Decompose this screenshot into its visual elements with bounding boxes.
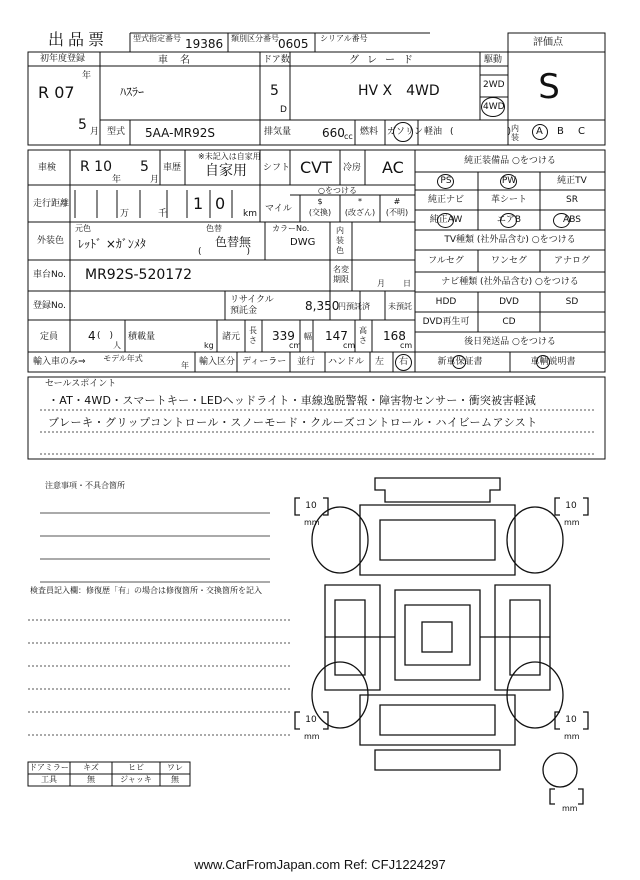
tire-fr: 10 <box>565 501 577 511</box>
car-name-label: 車名 <box>158 55 202 66</box>
len-unit: cm <box>289 341 302 350</box>
month-unit: 月 <box>90 127 100 137</box>
fuel-diesel: 軽油 <box>424 127 443 137</box>
fuel-paren: ( ) <box>450 127 512 137</box>
legend-h-3: ヒビ <box>128 763 144 772</box>
type-cert-no: 19386 <box>185 37 224 51</box>
legend-h-4: ワレ <box>167 763 183 772</box>
disp-value: 660 <box>322 126 345 140</box>
legend-v-3: ジャッキ <box>120 775 152 784</box>
sheet-title: 出品票 <box>48 30 109 49</box>
first-reg-label: 初年度登録 <box>40 54 86 64</box>
height-value: 168 <box>383 329 406 343</box>
shaken-year: R 10 <box>80 159 112 175</box>
type-cert-label: 型式指定番号 <box>133 34 181 43</box>
legend-v-1: 工具 <box>41 775 57 784</box>
interior-a: A <box>536 126 543 137</box>
first-reg-year: R 07 <box>38 83 75 102</box>
capacity-label: 定員 <box>40 332 59 342</box>
doors-value: 5 <box>270 83 279 99</box>
tire-rr: 10 <box>565 715 577 725</box>
recycle-unit: 円預託済 <box>338 302 370 311</box>
shaken-month-unit: 月 <box>150 175 160 185</box>
handle-label: ハンドル <box>328 357 365 367</box>
color-change: 色替無 <box>215 235 252 249</box>
car-name: ﾊｽﾗｰ <box>120 85 145 99</box>
tv-full: フルセグ <box>428 256 464 266</box>
height-unit: cm <box>400 341 413 350</box>
color-change-label: 色替 <box>206 224 222 233</box>
shaken-year-unit: 年 <box>112 175 122 185</box>
meter-star: * <box>358 197 362 206</box>
grade-value: HV X 4WD <box>358 83 440 99</box>
meter-note: ○をつける <box>318 186 357 195</box>
mileage-sen: 千 <box>158 209 168 219</box>
later-warranty: 新車保証書 <box>437 357 483 367</box>
history-note: ※未記入は自家用 <box>198 152 261 161</box>
chassis-value: MR92S-520172 <box>85 267 193 283</box>
tire-rl: 10 <box>305 715 317 725</box>
equip-leather: 革シート <box>490 195 528 205</box>
pure-equip-label: 純正装備品 ○をつける <box>464 156 556 166</box>
equip-abs-circle <box>553 213 570 228</box>
interior-c: C <box>578 126 585 137</box>
drive-2wd: 2WD <box>483 80 505 90</box>
history-value: 自家用 <box>205 163 247 179</box>
km-unit: km <box>243 209 257 219</box>
dim-label: 諸元 <box>222 332 241 342</box>
navi-type-label: ナビ種類 (社外品含む) ○をつける <box>441 277 579 287</box>
load-label: 積載量 <box>128 332 156 342</box>
class-label: 類別区分番号 <box>231 34 279 43</box>
fuel-label: 燃料 <box>360 127 379 137</box>
footer-reference: www.CarFromJapan.com Ref: CFJ1224297 <box>194 857 446 872</box>
tire-fl-unit: mm <box>304 518 320 527</box>
interior-b: B <box>557 126 564 137</box>
shift-value: CVT <box>300 158 332 177</box>
regno-label: 登録No. <box>33 301 66 311</box>
handle-right-circle <box>395 354 412 371</box>
meter-unknown: (不明) <box>385 208 409 217</box>
meter-dollar: $ <box>317 197 323 206</box>
import-year-unit: 年 <box>181 361 189 370</box>
mileage-digit-1: 1 <box>193 194 204 213</box>
model-label: 型式 <box>107 127 126 137</box>
width-value: 147 <box>325 329 348 343</box>
tire-fl: 10 <box>305 501 317 511</box>
score-label: 評価点 <box>533 37 563 48</box>
legend-v-2: 無 <box>87 775 95 784</box>
sales-line-2: ブレーキ・グリップコントロール・スノーモード・クルーズコントロール・ハイビームアシスト <box>48 416 538 429</box>
model-year-label: モデル年式 <box>103 354 143 363</box>
interior-label: 内装 <box>511 124 519 142</box>
sales-label: セールスポイント <box>45 379 117 389</box>
shaken-month: 5 <box>140 159 149 175</box>
sales-line-1: ・AT・4WD・スマートキー・LEDヘッドライト・車線逸脱警報・障害物センサー・衝突被害軽減 <box>48 394 536 407</box>
height-label: 高さ <box>359 326 367 345</box>
equip-airbag-circle <box>500 213 517 228</box>
equip-pw-circle <box>500 174 517 189</box>
meter-tamper: (改ざん) <box>344 208 376 217</box>
later-manual-circle <box>536 355 550 369</box>
fuel-gas-circle <box>393 122 413 142</box>
grade-label: グレード <box>349 55 421 66</box>
colorno-value: DWG <box>290 237 316 248</box>
handle-left: 左 <box>375 357 385 367</box>
tire-rl-unit: mm <box>304 732 320 741</box>
mileage-digit-2: 0 <box>215 194 226 213</box>
tire-rr-unit: mm <box>564 732 580 741</box>
len-value: 339 <box>272 329 295 343</box>
navi-dvd: DVD <box>499 297 519 307</box>
legend-v-4: 無 <box>171 775 179 784</box>
model-value: 5AA-MR92S <box>145 126 216 140</box>
shift-label: シフト <box>263 163 291 173</box>
tv-one: ワンセグ <box>490 256 528 266</box>
equip-ps: PS <box>440 176 452 186</box>
orig-color: ﾚｯﾄﾞ ×ｶﾞﾝﾒﾀ <box>78 237 146 251</box>
equip-abs: ABS <box>563 215 581 225</box>
len-label: 長さ <box>249 326 257 345</box>
meter-hash: # <box>393 197 401 206</box>
recycle-value: 8,350 <box>305 299 340 313</box>
recycle-label: リサイクル預託金 <box>230 295 274 316</box>
caution-label: 注意事項・不具合箇所 <box>45 481 125 490</box>
later-label: 後日発送品 ○をつける <box>464 337 556 347</box>
equip-navi: 純正ナビ <box>427 195 465 205</box>
equip-sr: SR <box>566 195 578 205</box>
handle-right: 右 <box>399 357 409 367</box>
recycle-none: 未預託 <box>388 302 412 311</box>
tv-type-label: TV種類 (社外品含む) ○をつける <box>444 235 576 245</box>
class-no: 0605 <box>278 37 309 51</box>
plate-month: 月 <box>377 279 385 288</box>
inspector-label: 検査員記入欄：修復歴「有」の場合は修復箇所・交換箇所を記入 <box>30 586 262 595</box>
capacity-value: 4 <box>88 329 96 343</box>
first-reg-month: 5 <box>78 117 87 133</box>
tv-analog: アナログ <box>553 256 591 266</box>
load-unit: kg <box>204 341 214 350</box>
import-dealer: ディーラー <box>242 357 287 367</box>
legend-h-2: キズ <box>83 763 99 772</box>
equip-airbag: エアB <box>496 215 522 225</box>
drive-label: 駆動 <box>484 55 503 65</box>
cooler-label: 冷房 <box>343 163 362 173</box>
history-label: 車歴 <box>163 163 182 173</box>
navi-hdd: HDD <box>435 297 457 307</box>
later-warranty-circle <box>452 355 466 369</box>
orig-color-label: 元色 <box>75 224 91 233</box>
cooler-value: AC <box>382 158 404 177</box>
score-value: S <box>538 67 560 107</box>
chassis-label: 車台No. <box>33 270 66 280</box>
import-parallel: 並行 <box>297 357 316 367</box>
mile-label: マイル <box>265 204 292 214</box>
plate-day: 日 <box>403 279 411 288</box>
tire-fr-unit: mm <box>564 518 580 527</box>
width-label: 幅 <box>304 332 312 341</box>
year-unit: 年 <box>82 71 92 81</box>
tire-spare-unit: mm <box>562 804 578 813</box>
navi-cd: CD <box>502 317 516 327</box>
serial-label: シリアル番号 <box>320 34 368 43</box>
navi-sd: SD <box>565 297 579 307</box>
doors-d: D <box>280 105 287 115</box>
navi-dvdplay: DVD再生可 <box>422 317 470 327</box>
fuel-gas: ガソリン <box>387 127 424 137</box>
doors-label: ドア数 <box>263 55 290 65</box>
capacity-paren: ( ) <box>97 331 114 341</box>
interior-color-label: 内装色 <box>336 226 344 255</box>
color-paren: ( ) <box>198 247 251 257</box>
disp-unit: cc <box>344 132 353 141</box>
color-label: 外装色 <box>37 236 65 246</box>
disp-label: 排気量 <box>264 127 292 137</box>
equip-ps-circle <box>437 174 454 189</box>
drive-4wd: 4WD <box>483 102 505 112</box>
meter-swap: (交換) <box>308 208 332 217</box>
width-unit: cm <box>343 341 356 350</box>
interior-a-circle <box>532 124 548 140</box>
capacity-unit: 人 <box>113 341 121 350</box>
equip-tv: 純正TV <box>557 176 587 186</box>
mileage-man: 万 <box>120 209 130 219</box>
import-cat-label: 輸入区分 <box>199 357 236 367</box>
equip-aw-circle <box>437 213 454 228</box>
colorno-label: カラーNo. <box>272 224 310 233</box>
plate-label: 名変期限 <box>333 265 349 284</box>
import-label: 輸入車のみ⇒ <box>33 357 86 367</box>
later-manual: 車輌説明書 <box>530 357 576 367</box>
equip-pw: PW <box>501 176 517 186</box>
mileage-label: 走行距離 <box>33 199 70 209</box>
equip-aw: 純正AW <box>429 215 463 225</box>
legend-h-1: ドアミラー <box>29 763 69 772</box>
drive-4wd-circle <box>481 97 505 117</box>
shaken-label: 車検 <box>38 163 57 173</box>
